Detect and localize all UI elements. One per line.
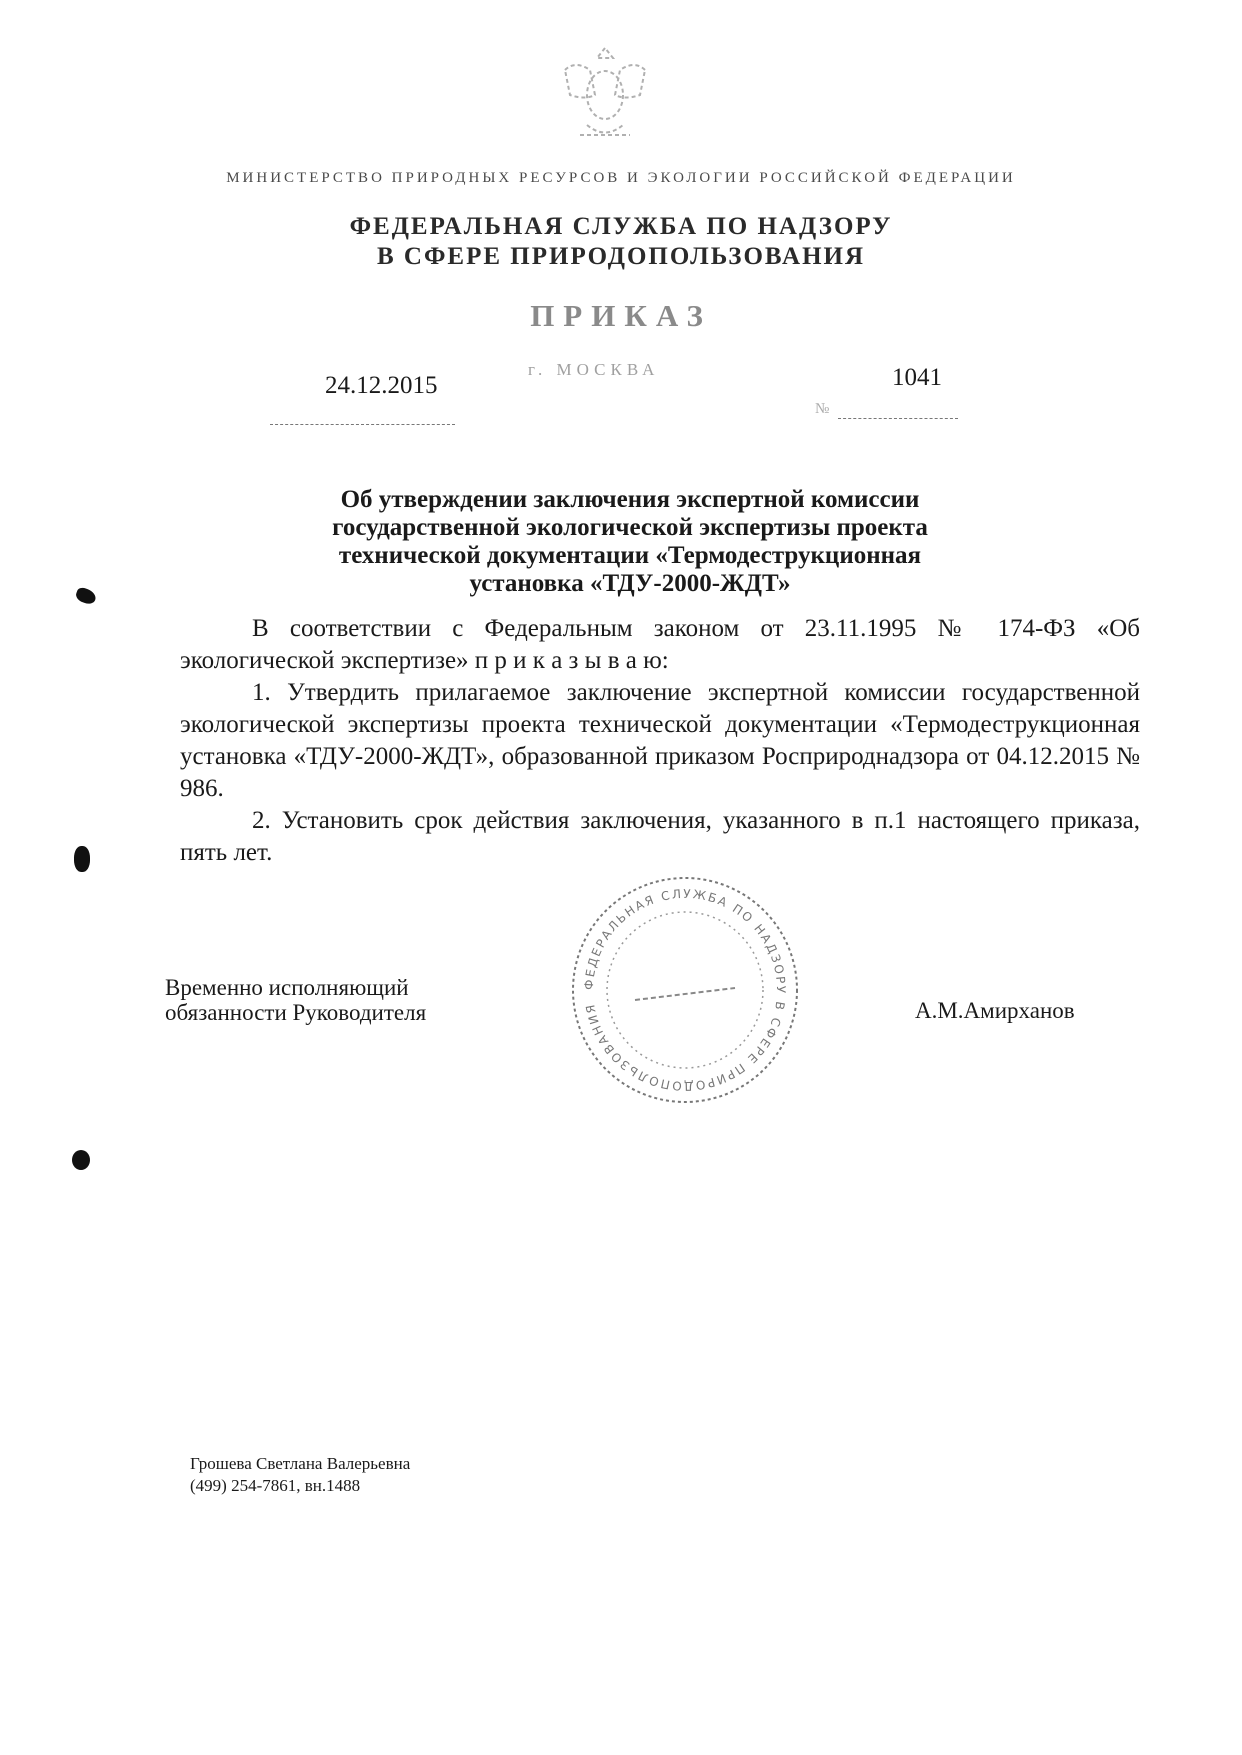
svg-text:ФЕДЕРАЛЬНАЯ СЛУЖБА ПО НАДЗОРУ [582, 887, 788, 1093]
executor-info [190, 1453, 410, 1497]
order-date: 24.12.2015 [325, 372, 438, 399]
number-underline [838, 418, 958, 419]
title-line4: установка «ТДУ-2000-ЖДТ» [469, 570, 791, 597]
executor-phone: (499) 254-7861, вн.1488 [190, 1476, 361, 1495]
official-stamp [565, 870, 805, 1110]
title-line2: государственной экологической экспертизы проекта [332, 514, 928, 541]
document-type: ПРИКАЗ [530, 298, 712, 333]
executor-name: Грошева Светлана Валерьевна [190, 1454, 411, 1473]
binding-mark [74, 846, 90, 872]
signatory-position [165, 975, 426, 1025]
signatory-name: А.М.Амирханов [915, 998, 1075, 1023]
service-name-line2: В СФЕРЕ ПРИРОДОПОЛЬЗОВАНИЯ [376, 243, 866, 270]
order-item-1: 1. Утвердить прилагаемое заключение экспертной комиссии государственной экологической экспертизы проекта технической документации «Термодеструкционная установка «ТДУ-2000-ЖДТ», образованной приказом Росприроднадзора от 04.12.2015 № 986. [180, 679, 1140, 802]
number-sign: № [815, 401, 830, 417]
signatory-position-line1: Временно исполняющий [165, 975, 409, 1000]
service-name [0, 212, 1242, 272]
order-item-2: 2. Установить срок действия заключения, указанного в п.1 настоящего приказа, пять лет. [180, 807, 1140, 866]
state-emblem-icon [545, 40, 665, 150]
order-title [260, 486, 1000, 598]
title-line3: технической документации «Термодеструкционная [338, 542, 922, 569]
date-underline [270, 424, 455, 425]
stamp-text: ФЕДЕРАЛЬНАЯ СЛУЖБА ПО НАДЗОРУ В СФЕРЕ ПРИРОДОПОЛЬЗОВАНИЯ [581, 886, 789, 1094]
preamble: В соответствии с Федеральным законом от 23.11.1995 № 174-ФЗ «Об экологической экспертизе» п р и к а з ы в а ю: [180, 615, 1140, 674]
binding-mark [74, 586, 98, 606]
order-number: 1041 [892, 364, 942, 391]
binding-mark [72, 1150, 90, 1170]
title-line1: Об утверждении заключения экспертной комиссии [340, 486, 920, 513]
ministry-name: МИНИСТЕРСТВО ПРИРОДНЫХ РЕСУРСОВ И ЭКОЛОГИИ РОССИЙСКОЙ ФЕДЕРАЦИИ [226, 170, 1016, 186]
city: г. МОСКВА [528, 360, 660, 379]
order-body [180, 613, 1140, 869]
signatory-position-line2: обязанности Руководителя [165, 1000, 427, 1025]
service-name-line1: ФЕДЕРАЛЬНАЯ СЛУЖБА ПО НАДЗОРУ [349, 213, 893, 240]
